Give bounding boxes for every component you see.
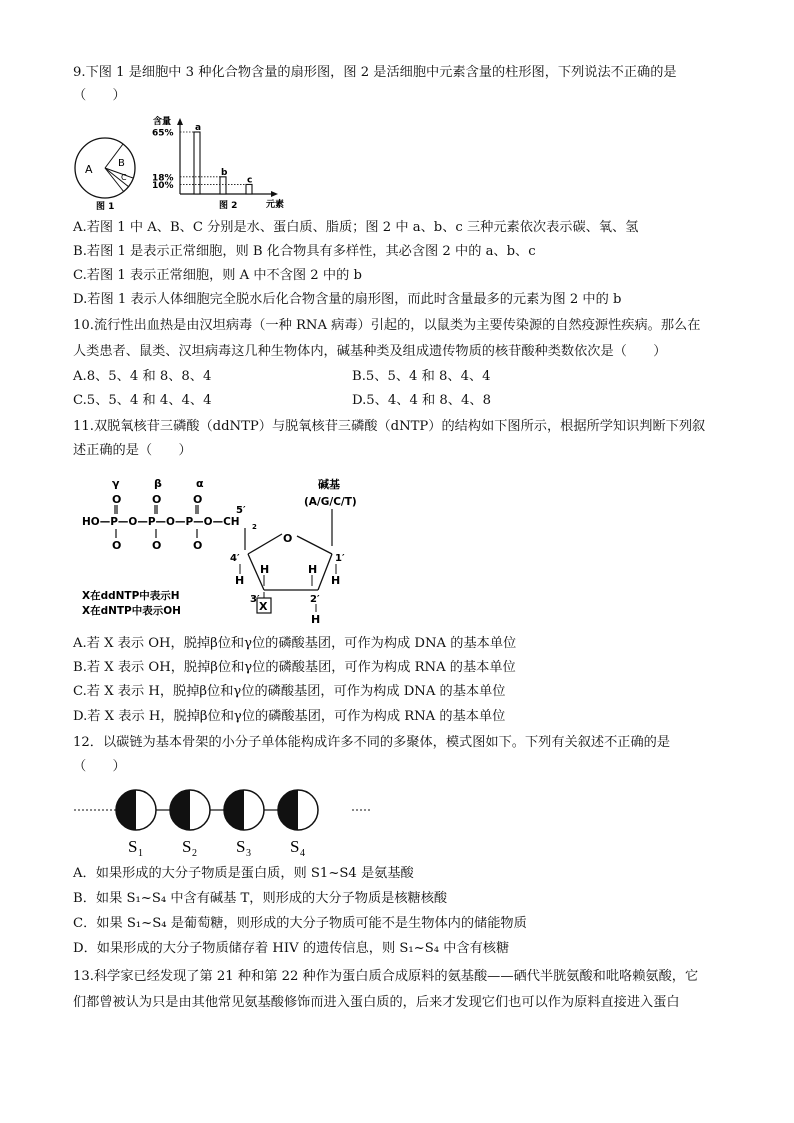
monomer-s1: [116, 790, 156, 830]
q13-stem-line-2: 们都曾被认为只是由其他常见氨基酸修饰而进入蛋白质的，后来才发现它们也可以作为原料直接进入蛋白: [73, 995, 680, 1010]
bar-label-c: c: [247, 175, 253, 186]
phosphate-o-bottom-3: O: [193, 539, 203, 552]
label-s3-sub: 3: [246, 848, 251, 859]
base-label: 碱基: [318, 478, 340, 491]
q10-option-d: D.5、4、4 和 8、4、8: [352, 393, 491, 408]
pie-label-b: B: [118, 158, 125, 169]
bar-label-b: b: [221, 167, 228, 178]
q12-stem-line-2: （ ）: [73, 759, 126, 774]
phosphate-o-top-3: O: [193, 493, 203, 506]
q12-polymer-figure: [72, 786, 372, 862]
alpha-label: α: [196, 477, 204, 490]
bar-chart-caption: 图 2: [219, 201, 238, 211]
pie-label-a: A: [85, 163, 93, 176]
q12-option-b: B．如果 S₁~S₄ 中含有碱基 T，则形成的大分子物质是核糖核酸: [73, 891, 448, 906]
monomer-s2: [170, 790, 210, 830]
gamma-label: γ: [112, 477, 120, 490]
q11-option-a: A.若 X 表示 OH，脱掉β位和γ位的磷酸基团，可作为构成 DNA 的基本单位: [73, 636, 517, 651]
q11-option-b: B.若 X 表示 OH，脱掉β位和γ位的磷酸基团，可作为构成 RNA 的基本单位: [73, 660, 516, 675]
q10-option-c: C.5、5、4 和 4、4、4: [73, 393, 212, 408]
q9-option-c: C.若图 1 表示正常细胞，则 A 中不含图 2 中的 b: [73, 268, 362, 283]
q12-option-c: C．如果 S₁~S₄ 是葡萄糖，则形成的大分子物质可能不是生物体内的储能物质: [73, 916, 527, 931]
carbon-2-label: 2′: [310, 594, 320, 605]
note-dntp: X在dNTP中表示OH: [82, 605, 181, 617]
q10-option-b: B.5、5、4 和 8、4、4: [352, 369, 491, 384]
label-s2-sub: 2: [192, 848, 197, 859]
pie-label-c: C: [121, 173, 127, 182]
q9-option-d: D.若图 1 表示人体细胞完全脱水后化合物含量的扇形图，而此时含量最多的元素为图 2 中的 b: [73, 292, 622, 307]
label-s3: S: [236, 837, 246, 856]
beta-label: β: [154, 477, 162, 490]
label-s2: S: [182, 837, 192, 856]
ch2-subscript: 2: [252, 523, 257, 531]
triphosphate-chain: HO—P—O—P—O—P—O—CH: [82, 516, 240, 528]
base-types: (A/G/C/T): [304, 496, 357, 508]
c2-h-top: H: [308, 563, 318, 576]
c4-h: H: [235, 574, 245, 587]
label-s4-sub: 4: [300, 848, 305, 859]
bar-chart-xlabel: 元素: [266, 200, 285, 210]
q12-option-a: A．如果形成的大分子物质是蛋白质，则 S1~S4 是氨基酸: [73, 866, 414, 881]
q12-option-d: D．如果形成的大分子物质储存着 HIV 的遗传信息，则 S₁~S₄ 中含有核糖: [73, 941, 510, 956]
bar-label-a: a: [195, 123, 202, 133]
phosphate-o-top-2: O: [152, 493, 162, 506]
q10-stem-line-1: 10.流行性出血热是由汉坦病毒（一种 RNA 病毒）引起的，以鼠类为主要传染源的自然疫源性疾病。那么在: [73, 318, 701, 333]
label-s1-sub: 1: [138, 848, 143, 859]
figure-1-caption: 图 1: [96, 202, 115, 212]
c1-h: H: [331, 574, 341, 587]
phosphate-o-bottom-1: O: [112, 539, 122, 552]
q9-figure-2-bar-chart: [150, 112, 295, 212]
q10-option-a: A.8、5、4 和 8、8、4: [73, 369, 212, 384]
carbon-4-label: 4′: [230, 553, 240, 564]
x-group-box: X: [259, 600, 268, 613]
label-s4: S: [290, 837, 300, 856]
q11-option-d: D.若 X 表示 H，脱掉β位和γ位的磷酸基团，可作为构成 RNA 的基本单位: [73, 709, 506, 724]
q12-stem-line-1: 12．以碳链为基本骨架的小分子单体能构成许多不同的多聚体，模式图如下。下列有关叙述不正确的是: [73, 735, 671, 750]
note-ddntp: X在ddNTP中表示H: [82, 590, 180, 602]
q11-option-c: C.若 X 表示 H，脱掉β位和γ位的磷酸基团，可作为构成 DNA 的基本单位: [73, 684, 506, 699]
carbon-1-label: 1′: [335, 553, 345, 564]
carbon-3-label: 3′: [250, 594, 260, 605]
q9-stem-line-1: 9.下图 1 是细胞中 3 种化合物含量的扇形图，图 2 是活细胞中元素含量的柱形图，下列说法不正确的是: [73, 65, 677, 80]
tick-label-0: 65%: [152, 128, 174, 139]
tick-label-1: 18%: [152, 173, 174, 184]
q11-nucleotide-structure-figure: [80, 474, 380, 626]
c2-h-bottom: H: [311, 613, 321, 626]
monomer-s4: [278, 790, 318, 830]
bar-chart-ylabel: 含量: [153, 117, 172, 127]
phosphate-o-bottom-2: O: [152, 539, 162, 552]
phosphate-o-top-1: O: [112, 493, 122, 506]
c3-h-top: H: [260, 563, 270, 576]
q9-figure-1-pie: [72, 126, 142, 212]
ring-oxygen: O: [283, 532, 293, 545]
label-s1: S: [128, 837, 138, 856]
carbon-5-label: 5′: [236, 505, 246, 516]
bar-b: [220, 177, 226, 194]
q13-stem-line-1: 13.科学家已经发现了第 21 种和第 22 种作为蛋白质合成原料的氨基酸——硒代半胱氨酸和吡咯赖氨酸，它: [73, 969, 699, 984]
q11-stem-line-2: 述正确的是（ ）: [73, 443, 192, 458]
q11-stem-line-1: 11.双脱氧核苷三磷酸（ddNTP）与脱氧核苷三磷酸（dNTP）的结构如下图所示，根据所学知识判断下列叙: [73, 419, 706, 434]
q9-option-b: B.若图 1 是表示正常细胞，则 B 化合物具有多样性，其必含图 2 中的 a、b、c: [73, 244, 536, 259]
q9-option-a: A.若图 1 中 A、B、C 分别是水、蛋白质、脂质；图 2 中 a、b、c 三种元素依次表示碳、氧、氢: [73, 220, 639, 235]
q10-stem-line-2: 人类患者、鼠类、汉坦病毒这几种生物体内，碱基种类及组成遗传物质的核苷酸种类数依次是（ ）: [73, 344, 667, 359]
q9-stem-line-2: （ ）: [73, 88, 126, 103]
tick-label-2: 10%: [152, 180, 174, 191]
monomer-s3: [224, 790, 264, 830]
bar-c: [246, 184, 252, 194]
